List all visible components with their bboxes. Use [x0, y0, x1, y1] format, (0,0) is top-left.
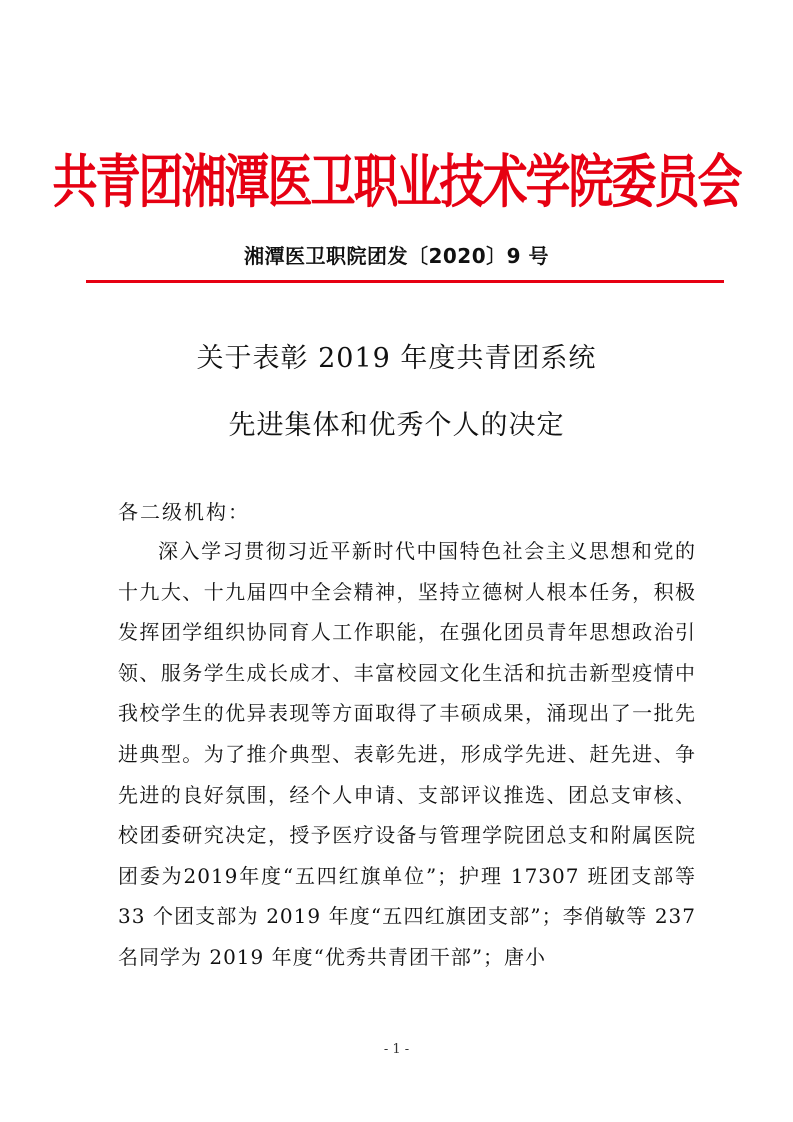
body-paragraph: 深入学习贯彻习近平新时代中国特色社会主义思想和党的十九大、十九届四中全会精神，坚持立德树人根本任务，积极发挥团学组织协同育人工作职能，在强化团员青年思想政治引领、服务学生成长成才、丰富校园文化生活和抗击新型疫情中我校学生的优异表现等方面取得了丰硕成果，涌现出了一批先进典型。为了推介典型、表彰先进，形成学先进、赶先进、争先进的良好氛围，经个人申请、支部评议推选、团总支审核、校团委研究决定，授予医疗设备与管理学院团总支和附属医院团委为2019年度“五四红旗单位”；护理 17307 班团支部等 33 个团支部为 2019 年度“五四红旗团支部”；李俏敏等 237 名同学为 2019 年度“优秀共青团干部”；唐小: [118, 539, 696, 969]
document-title-line-2: 先进集体和优秀个人的决定: [228, 410, 565, 441]
red-divider-line: [86, 280, 724, 283]
salutation: 各二级机构：: [118, 500, 250, 524]
document-title-line-1: 关于表彰 2019 年度共青团系统: [196, 343, 597, 374]
document-number: 湘潭医卫职院团发〔2020〕9 号: [243, 244, 550, 268]
page-number: - 1 -: [383, 1042, 410, 1057]
issuing-organization-header: 共青团湘潭医卫职业技术学院委员会: [52, 147, 741, 216]
